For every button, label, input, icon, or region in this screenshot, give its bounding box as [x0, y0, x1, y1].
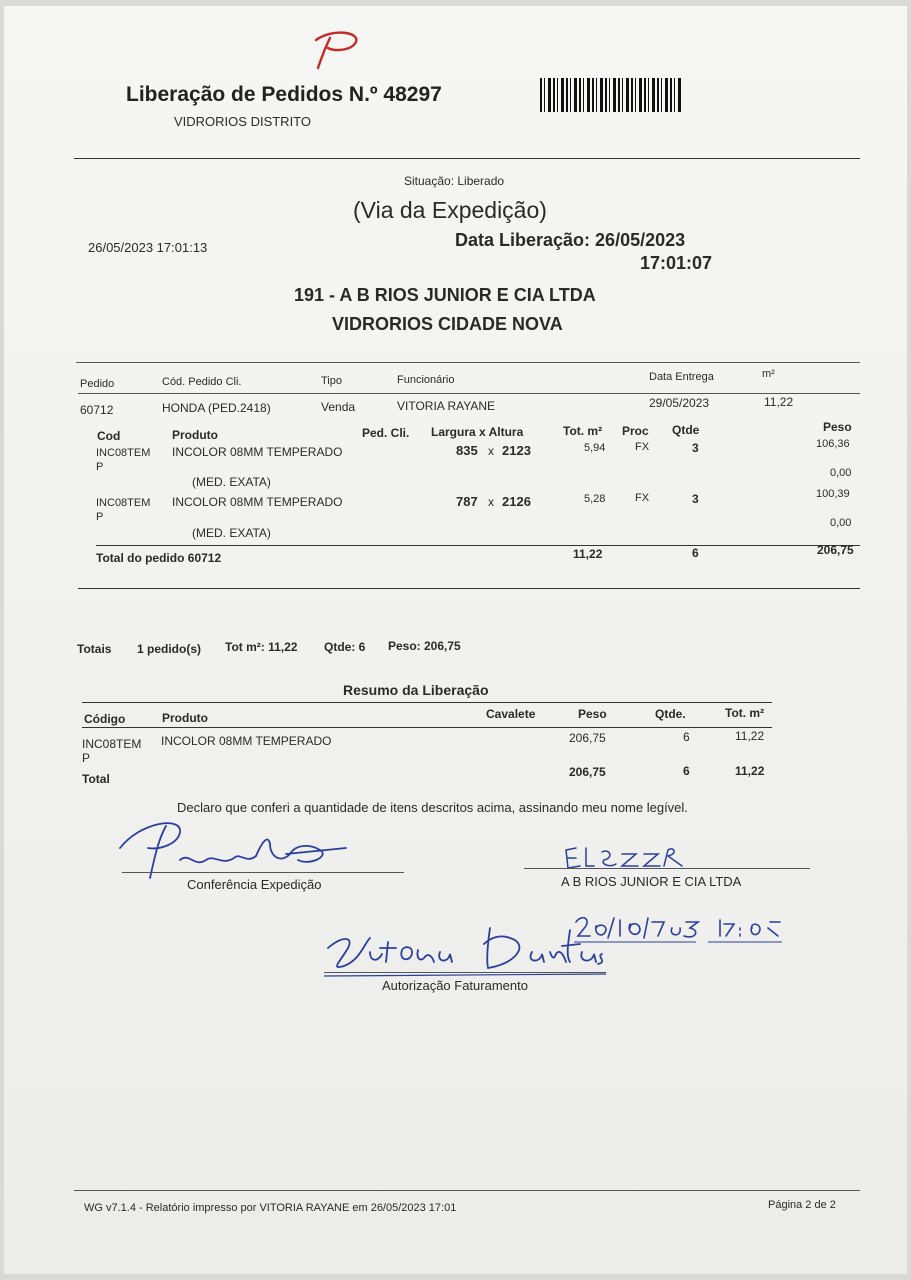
- col-qtde: Qtde: [672, 423, 700, 437]
- resumo-col-produto: Produto: [162, 711, 208, 725]
- item-2-altura: 2126: [502, 494, 531, 509]
- totais-pedidos: 1 pedido(s): [137, 642, 202, 656]
- order-total-label: Total do pedido 60712: [96, 551, 222, 565]
- item-2-produto: INCOLOR 08MM TEMPERADO: [172, 495, 343, 509]
- cliente-label: A B RIOS JUNIOR E CIA LTDA: [561, 874, 742, 889]
- label-tipo: Tipo: [321, 375, 342, 387]
- footer-left: WG v7.1.4 - Relatório impresso por VITORIA RAYANE em 26/05/2023 17:01: [84, 1202, 457, 1214]
- declaration-text: Declaro que conferi a quantidade de itens descritos acima, assinando meu nome legível.: [177, 800, 688, 815]
- label-data-entrega: Data Entrega: [649, 371, 714, 383]
- value-pedido: 60712: [80, 403, 114, 417]
- label-cod-pedido-cli: Cód. Pedido Cli.: [162, 376, 242, 388]
- data-liberacao: Data Liberação: 26/05/2023: [455, 230, 686, 250]
- col-peso: Peso: [823, 420, 852, 434]
- item-2-peso-2: 0,00: [830, 517, 852, 529]
- value-m2: 11,22: [764, 395, 794, 409]
- via-label: (Via da Expedição): [353, 197, 547, 223]
- item-1-proc: FX: [635, 441, 650, 453]
- item-1-x: x: [488, 444, 494, 458]
- resumo-col-cavalete: Cavalete: [486, 707, 536, 721]
- item-2-obs: (MED. EXATA): [192, 526, 271, 540]
- company-name: VIDRORIOS DISTRITO: [174, 114, 311, 129]
- item-1-peso-2: 0,00: [830, 467, 852, 479]
- divider: [82, 702, 772, 703]
- item-2-qtde: 3: [692, 492, 699, 506]
- item-1-peso: 106,36: [816, 438, 850, 450]
- autorizacao-label: Autorização Faturamento: [382, 978, 528, 993]
- footer-page-number: Página 2 de 2: [768, 1199, 836, 1211]
- resumo-row-tot-m2: 11,22: [735, 729, 765, 743]
- order-total-m2: 11,22: [573, 547, 603, 561]
- resumo-row-cod: INC08TEM: [82, 737, 142, 751]
- order-total-peso: 206,75: [817, 543, 854, 557]
- item-1-cod-cont: P: [96, 461, 104, 473]
- resumo-row-qtde: 6: [683, 730, 690, 744]
- resumo-total-label: Total: [82, 772, 110, 786]
- divider: [76, 362, 860, 363]
- item-2-x: x: [488, 495, 494, 509]
- conferencia-label: Conferência Expedição: [187, 877, 322, 892]
- handwritten-p-mark: [308, 26, 368, 72]
- item-1-obs: (MED. EXATA): [192, 475, 271, 489]
- item-2-proc: FX: [635, 492, 650, 504]
- resumo-col-qtde: Qtde.: [655, 707, 686, 721]
- value-tipo: Venda: [321, 400, 356, 414]
- value-data-entrega: 29/05/2023: [649, 396, 710, 410]
- resumo-row-cod-cont: P: [82, 751, 91, 765]
- resumo-title: Resumo da Liberação: [343, 682, 489, 698]
- totais-label: Totais: [77, 642, 112, 656]
- divider: [78, 393, 860, 394]
- signature-line: [524, 868, 810, 869]
- label-m2: m²: [762, 368, 775, 380]
- order-total-qtde: 6: [692, 546, 699, 560]
- resumo-row-produto: INCOLOR 08MM TEMPERADO: [161, 734, 332, 748]
- col-cod: Cod: [97, 429, 121, 443]
- item-1-largura: 835: [456, 443, 478, 458]
- item-1-produto: INCOLOR 08MM TEMPERADO: [172, 445, 343, 459]
- item-2-cod: INC08TEM: [96, 497, 151, 509]
- value-funcionario: VITORIA RAYANE: [397, 399, 496, 413]
- item-1-tot-m2: 5,94: [584, 442, 606, 454]
- client-name: 191 - A B RIOS JUNIOR E CIA LTDA: [294, 285, 596, 305]
- totais-qtde: Qtde: 6: [324, 640, 366, 654]
- divider: [78, 588, 860, 589]
- resumo-total-qtde: 6: [683, 764, 690, 778]
- resumo-total-peso: 206,75: [569, 765, 606, 779]
- resumo-row-peso: 206,75: [569, 731, 606, 745]
- resumo-col-peso: Peso: [578, 707, 607, 721]
- col-ped-cli: Ped. Cli.: [362, 426, 410, 440]
- col-largura-altura: Largura x Altura: [431, 425, 524, 439]
- item-1-altura: 2123: [502, 443, 531, 458]
- divider: [74, 1190, 860, 1191]
- divider: [82, 727, 772, 728]
- barcode: [540, 78, 682, 112]
- item-2-tot-m2: 5,28: [584, 493, 606, 505]
- signature-line: [122, 872, 404, 873]
- label-pedido: Pedido: [80, 378, 115, 390]
- item-2-largura: 787: [456, 494, 478, 509]
- col-proc: Proc: [622, 424, 649, 438]
- divider: [74, 158, 860, 159]
- totais-m2: Tot m²: 11,22: [225, 640, 298, 654]
- divider: [96, 545, 860, 546]
- item-2-peso: 100,39: [816, 488, 850, 500]
- autorizacao-signature: [320, 918, 610, 978]
- situacao: Situação: Liberado: [404, 174, 505, 188]
- resumo-total-tot-m2: 11,22: [735, 764, 765, 778]
- value-cod-pedido-cli: HONDA (PED.2418): [162, 401, 271, 415]
- hora-liberacao: 17:01:07: [640, 253, 713, 273]
- label-funcionario: Funcionário: [397, 374, 455, 386]
- col-produto: Produto: [172, 428, 218, 442]
- item-2-cod-cont: P: [96, 511, 104, 523]
- resumo-col-codigo: Código: [84, 712, 126, 726]
- resumo-col-tot-m2: Tot. m²: [725, 706, 765, 720]
- print-datetime: 26/05/2023 17:01:13: [88, 240, 208, 255]
- col-tot-m2: Tot. m²: [563, 424, 603, 438]
- document-page: [4, 6, 907, 1274]
- totais-peso: Peso: 206,75: [388, 639, 461, 653]
- signature-line: [324, 972, 606, 973]
- item-1-qtde: 3: [692, 441, 699, 455]
- item-1-cod: INC08TEM: [96, 447, 151, 459]
- document-title: Liberação de Pedidos N.º 48297: [126, 83, 442, 106]
- client-store: VIDRORIOS CIDADE NOVA: [332, 314, 563, 334]
